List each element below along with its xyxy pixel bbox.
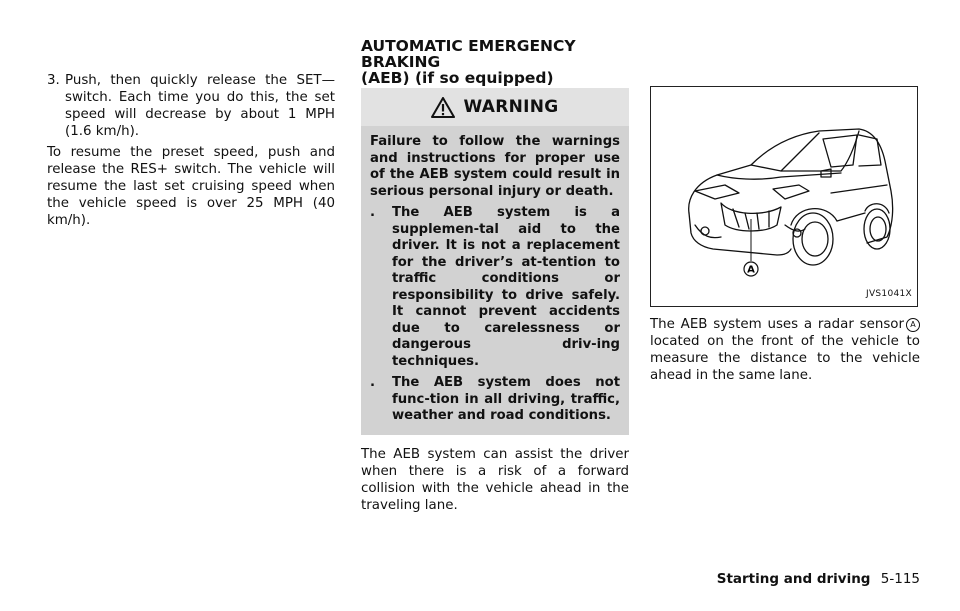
radar-paragraph xyxy=(650,316,920,384)
footer-section: Starting and driving xyxy=(716,571,871,587)
callout-a: A xyxy=(747,264,755,276)
warning-body xyxy=(361,126,629,435)
aeb-assist-paragraph: The AEB system can assist the driver when there is a risk of a forward collision with the vehicle ahead in the traveling lane. xyxy=(361,446,629,513)
bullet: . xyxy=(370,375,376,390)
radar-text-before: The AEB system uses a radar sensor xyxy=(650,317,904,332)
bullet: . xyxy=(370,205,376,220)
step-text: Push, then quickly release the SET— switch. Each time you do this, the set speed will decrease by about 1 MPH (1.6 km/h). xyxy=(65,73,335,139)
warning-triangle-icon xyxy=(431,97,455,118)
warning-title: WARNING xyxy=(463,96,559,117)
heading-line-1: AUTOMATIC EMERGENCY BRAKING xyxy=(361,37,576,71)
warning-header xyxy=(361,88,629,126)
section-heading xyxy=(361,38,651,86)
warning-item-1 xyxy=(370,205,620,370)
warning-intro: Failure to follow the warnings and instructions for proper use of the AEB system could result in serious personal injury or death. xyxy=(370,134,620,199)
resume-paragraph: To resume the preset speed, push and release the RES+ switch. The vehicle will resume the last set cruising speed when the vehicle speed is over 25 MPH (40 km/h). xyxy=(47,145,335,228)
middle-column xyxy=(361,88,629,527)
step-3 xyxy=(47,72,335,140)
warning-item-2 xyxy=(370,375,620,425)
warning-item-text: The AEB system does not func-tion in all driving, traffic, weather and road conditions. xyxy=(392,375,620,423)
callout-marker: A xyxy=(906,318,920,332)
figure-code: JVS1041X xyxy=(866,289,912,299)
right-column xyxy=(650,86,920,384)
step-number: 3. xyxy=(47,73,60,88)
warning-box xyxy=(361,88,629,435)
warning-item-text: The AEB system is a supplemen-tal aid to the driver. It is not a replacement for the driver’s at-tention to traffic conditions or responsibility to drive safely. It cannot prevent accidents due to carelessness or dangerous driv-ing techniques. xyxy=(392,205,620,369)
left-column xyxy=(47,72,335,229)
page-footer xyxy=(717,571,920,587)
heading-line-2: (AEB) (if so equipped) xyxy=(361,69,554,87)
vehicle-illustration xyxy=(681,121,901,281)
page-number: 5-115 xyxy=(880,571,920,587)
figure-box xyxy=(650,86,918,307)
radar-text-after: located on the front of the vehicle to measure the distance to the vehicle ahead in the same lane. xyxy=(650,334,920,383)
